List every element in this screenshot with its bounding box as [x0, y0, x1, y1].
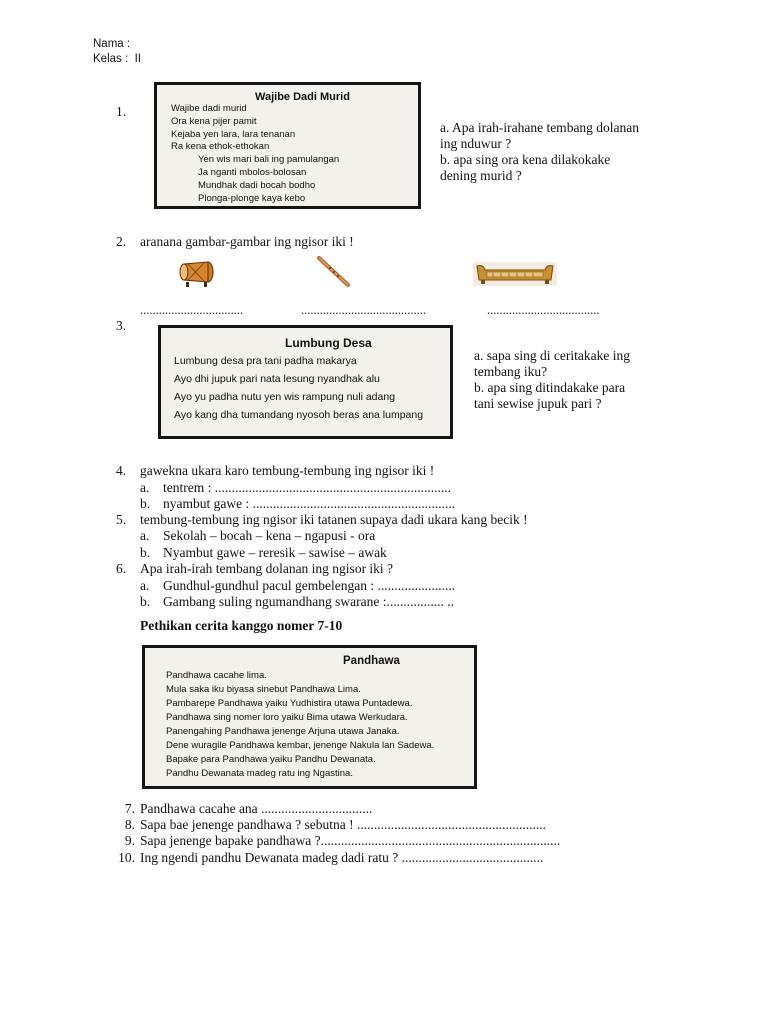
question-number-5: 5. — [116, 512, 127, 527]
suling-flute-icon — [316, 255, 352, 294]
answer-blank-gambang[interactable]: .................................... — [487, 303, 600, 317]
question-number-10: 10. — [118, 850, 135, 865]
question-text-5: tembung-tembung ing ngisor iki tatanen supaya dadi ukara kang becik ! — [140, 512, 528, 527]
question-text-2: aranana gambar-gambar ing ngisor iki ! — [140, 234, 354, 249]
answer-blank-drum[interactable]: ................................. — [140, 303, 244, 317]
poem-box-wajibe — [154, 82, 421, 209]
question-text-4: gawekna ukara karo tembung-tembung ing ngisor iki ! — [140, 463, 435, 478]
answer-blank-flute[interactable]: ........................................ — [301, 303, 426, 317]
q3-questions: a. sapa sing di ceritakake ing tembang iku? b. apa sing ditindakake para tani sewise jupuk pari ? — [474, 348, 630, 411]
poem-line: Ayo yu padha nutu yen wis rampung nuli adang — [174, 391, 396, 403]
story-line: Bapake para Pandhawa yaiku Pandhu Dewanata. — [166, 754, 376, 765]
poem-line: Mundhak dadi bocah bodho — [198, 180, 316, 191]
poem-box-lumbung — [158, 325, 453, 439]
question-number-8: 8. — [124, 817, 135, 832]
class-label: Kelas : II — [93, 53, 141, 65]
poem-line: Ra kena ethok-ethokan — [171, 141, 270, 152]
story-line: Dene wuragile Pandhawa kembar, jenenge Nakula lan Sadewa. — [166, 740, 435, 751]
question-number-3: 3. — [116, 318, 127, 333]
answer-line-q10[interactable]: Ing ngendi pandhu Dewanata madeg dadi ratu ? .......................................... — [140, 850, 544, 865]
poem-line: Kejaba yen lara, lara tenanan — [171, 129, 296, 140]
item-letter: b. — [140, 496, 151, 511]
poem-line: Ayo dhi jupuk pari nata lesung nyandhak alu — [174, 373, 380, 385]
q1-questions: a. Apa irah-irahane tembang dolanan ing nduwur ? b. apa sing ora kena dilakokake dening murid ? — [440, 120, 640, 183]
story-line: Pandhawa cacahe lima. — [166, 670, 267, 681]
answer-line-gundhul[interactable]: Gundhul-gundhul pacul gembelengan : ....................... — [163, 578, 456, 593]
story-line: Mula saka iku biyasa sinebut Pandhawa Lima. — [166, 684, 361, 695]
answer-line-tentrem[interactable]: tentrem : ...................................................................... — [163, 480, 451, 495]
item-letter: a. — [140, 528, 150, 543]
question-number-6: 6. — [116, 561, 127, 576]
answer-line-q8[interactable]: Sapa bae jenenge pandhawa ? sebutna ! ........................................................ — [140, 817, 547, 832]
poem-line: Plonga-plonge kaya kebo — [198, 193, 306, 204]
story-line: Panengahing Pandhawa jenenge Arjuna utawa Janaka. — [166, 726, 400, 737]
poem-line: Ayo kang dha tumandang nyosoh beras ana lumpang — [174, 409, 424, 421]
class-value: II — [134, 53, 141, 65]
poem-title: Wajibe Dadi Murid — [255, 91, 350, 103]
name-label: Nama : — [93, 38, 131, 50]
story-line: Pandhu Dewanata madeg ratu ing Ngastina. — [166, 768, 353, 779]
story-title: Pandhawa — [343, 655, 400, 667]
question-number-7: 7. — [124, 801, 135, 816]
gambang-xylophone-icon — [473, 262, 557, 291]
answer-line-nyambut-gawe[interactable]: nyambut gawe : ............................................................ — [163, 496, 456, 511]
answer-line-q9[interactable]: Sapa jenenge bapake pandhawa ?....................................................................... — [140, 833, 561, 848]
item-letter: a. — [140, 578, 150, 593]
poem-line: Ja nganti mbolos-bolosan — [198, 167, 307, 178]
poem-line: Yen wis mari bali ing pamulangan — [198, 154, 340, 165]
question-number-4: 4. — [116, 463, 127, 478]
answer-line-gambang[interactable]: Gambang suling ngumandhang swarane :................. .. — [163, 594, 454, 609]
question-number-1: 1. — [116, 104, 127, 119]
story-line: Pambarepe Pandhawa yaiku Yudhistira utawa Puntadewa. — [166, 698, 413, 709]
item-letter: a. — [140, 480, 150, 495]
item-letter: b. — [140, 545, 151, 560]
scrambled-words: Sekolah – bocah – kena – ngapusi - ora — [163, 528, 376, 543]
item-letter: b. — [140, 594, 151, 609]
answer-line-q7[interactable]: Pandhawa cacahe ana ................................. — [140, 801, 373, 816]
kendhang-drum-icon — [178, 258, 214, 293]
story-box-pandhawa — [142, 645, 477, 789]
story-line: Pandhawa sing nomer loro yaiku Bima utawa Werkudara. — [166, 712, 408, 723]
excerpt-heading: Pethikan cerita kanggo nomer 7-10 — [140, 618, 343, 633]
poem-line: Wajibe dadi murid — [171, 103, 247, 114]
scrambled-words: Nyambut gawe – reresik – sawise – awak — [163, 545, 387, 560]
question-number-9: 9. — [124, 833, 135, 848]
poem-line: Lumbung desa pra tani padha makarya — [174, 355, 357, 367]
poem-line: Ora kena pijer pamit — [171, 116, 257, 127]
poem-title: Lumbung Desa — [285, 336, 372, 350]
question-text-6: Apa irah-irah tembang dolanan ing ngisor iki ? — [140, 561, 394, 576]
question-number-2: 2. — [116, 234, 127, 249]
